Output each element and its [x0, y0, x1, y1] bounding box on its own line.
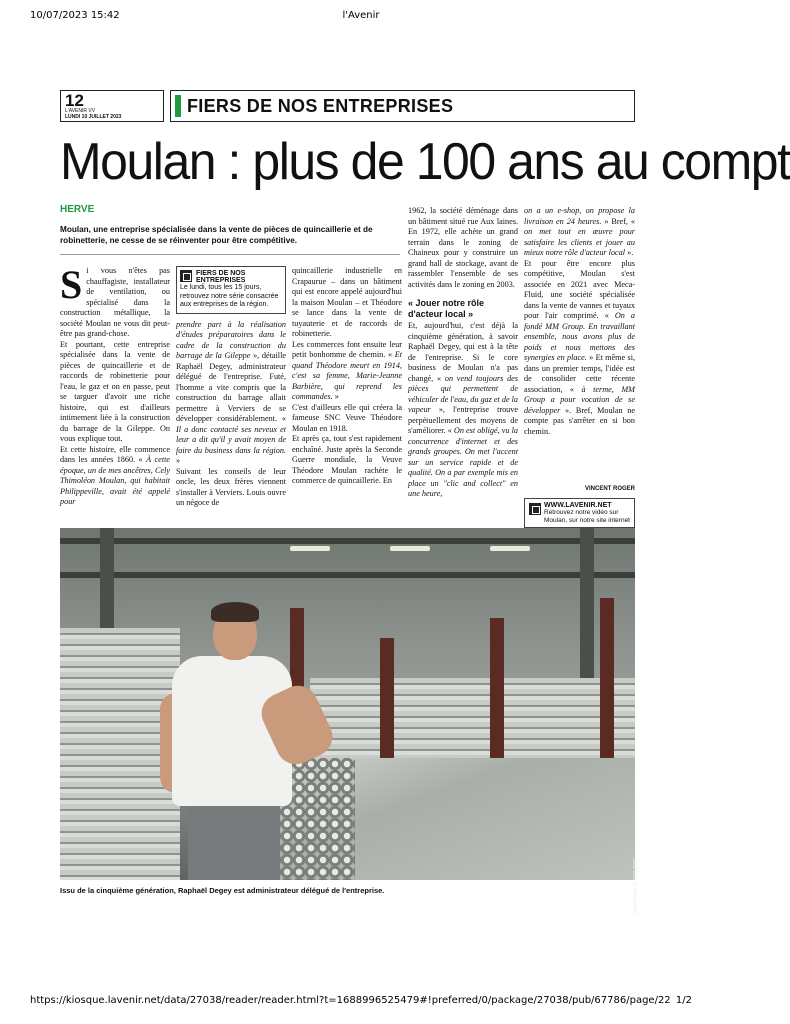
article-column-4: [408, 206, 518, 526]
inset-text: Le lundi, tous les 15 jours, retrouvez notre série consacrée aux entreprises de la région.: [180, 284, 279, 308]
col4-quote-1: on vend toujours des pièces qui permettent de véhiculer de l'eau, du gaz et de la vapeur: [408, 373, 519, 414]
series-icon: [180, 270, 192, 282]
article-column-3: [292, 266, 402, 526]
col5-quote-3: On a fondé MM Group. En travaillant ensemble, nous avons plus de poids et nous mettons des synergies en place.: [524, 311, 635, 362]
photo-ceiling-lamp: [390, 546, 430, 551]
video-icon: [529, 503, 541, 515]
print-datetime: 10/07/2023 15:42: [30, 10, 120, 21]
article-column-1: [60, 262, 171, 526]
page-brand: L'AVENIR VV: [65, 108, 96, 114]
photo-roof-beam: [60, 572, 635, 578]
col5-paragraph-1c: ».: [627, 248, 634, 257]
photo-person-pants: [188, 798, 280, 880]
col5-paragraph-1: » Bref, «: [604, 216, 635, 226]
photo-pipe-rack: [310, 678, 635, 768]
print-url: https://kiosque.lavenir.net/data/27038/reader/reader.html?t=1688996525479#!preferred/0/package/27038/pub/67786/page/22: [30, 995, 671, 1006]
col4-paragraph-2: Et, aujourd'hui, c'est déjà la cinquième génération, à savoir Raphaël Degey, qui est à la tête de l'entreprise. Si le core business de Moulan n'a pas changé, «: [408, 321, 518, 383]
photo-credit: EDA SABETE PHILIPPE: [633, 858, 639, 914]
photo-roof-beam: [60, 538, 635, 544]
print-title: l'Avenir: [342, 10, 380, 21]
page-number: 12: [65, 91, 84, 110]
col3-paragraph-2: Les commerces font ensuite leur petit bonhomme de chemin. «: [292, 339, 402, 359]
lead-divider: [60, 254, 400, 255]
col1-paragraph-2: Et pourtant, cette entreprise spécialisée dans la vente de pièces de quincaillerie et de raccords de robinetterie pour l'eau, le gaz et on en passe, peut se targuer d'avoir une riche histoire, qui est d'ailleurs intimement liée à la construction du barrage de la Gileppe. On vous explique tout.: [60, 339, 170, 443]
col5-paragraph-2d: ». Bref, Moulan ne compte pas s'arrêter en si bon chemin.: [524, 405, 635, 436]
photo-caption: Issu de la cinquième génération, Raphaël Degey est administrateur délégué de l'entreprise.: [60, 886, 385, 895]
page-date: LUNDI 10 JUILLET 2023: [65, 114, 122, 120]
col1-paragraph-3: Et cette histoire, elle commence dans les années 1860. «: [60, 444, 170, 464]
col3-paragraph-4: Et après ça, tout s'est rapidement enchaîné. Juste après la Seconde Guerre mondiale, la Veuve Théodore Moulan rachète le commerce de quincaillerie. En: [292, 434, 402, 485]
website-promo-box: [524, 498, 635, 528]
col2-quote-1: prendre part à la réalisation d'études préparatoires dans le cadre de la construction du barrage de la Gileppe: [176, 319, 286, 360]
col2-paragraph-1: », détaille Raphaël Degey, administrateur délégué de l'entreprise. Futé, l'homme a vite compris que la construction du barrage allait permettre à Verviers de se développer considérablement. «: [176, 351, 286, 423]
col1-quote: À cette époque, un de mes ancêtres, Cely Thimoléon Moulan, qui habitait Philippeville, avait été appelé pour: [60, 455, 171, 506]
series-inset-box: [176, 266, 286, 314]
col5-quote-4: à terme, MM Group a pour vocation de se développer: [524, 384, 635, 415]
col2-quote-close: »: [176, 456, 181, 465]
col4-paragraph-1: 1962, la société déménage dans un bâtiment situé rue Aux laines. En 1972, elle achète un grand terrain dans le zoning de Chaineux pour y construire un grand hall de stockage, avant de rassembler l'ensemble de ses activités dans le zoning en 2003.: [408, 206, 518, 289]
col4-paragraph-2b: », l'entreprise trouve perpétuellement des moyens de s'améliorer. «: [408, 405, 519, 435]
col1-paragraph-1: i vous n'êtes pas chauffagiste, installateur de ventilation, ou spécialisé dans la construction métallique, la société Moulan ne vous dit peut-être pas grand-chose.: [60, 266, 170, 338]
website-promo-text: Retrouvez notre vidéo sur Moulan, sur notre site internet: [544, 509, 630, 524]
col3-quote: Et quand Théodore meurt en 1914, c'est sa femme, Marie-Jeanne Barbière, qui reprend les commandes.: [292, 350, 402, 401]
col5-paragraph-2: Et pour être encore plus compétitive, Moulan s'est associée en 2021 avec Meca-Fluid, une société spécialisée dans la vente de vannes et tuyaux pour l'air comprimé. «: [524, 258, 635, 320]
col4-quote-2: On est obligé, vu la concurrence d'internet et des grands groupes. On met l'accent sur un service rapide et de qualité. On a par exemple mis en place un "clic and collect" en une heure,: [408, 426, 518, 498]
col2-paragraph-2: Suivant les conseils de leur oncle, les deux frères viennent s'installer à Verviers. Louis ouvre un négoce de: [176, 466, 286, 507]
print-page-count: 1/2: [675, 995, 692, 1006]
section-accent-bar: [175, 95, 181, 117]
col5-paragraph-2b: » Et même si, dans un premier temps, l'idée est de consolider cette récente association, «: [524, 353, 636, 394]
website-url: WWW.LAVENIR.NET: [544, 502, 612, 509]
article-headline: Moulan : plus de 100 ans au compt: [60, 133, 790, 191]
browser-print-header: [30, 10, 692, 22]
drop-cap: S: [60, 262, 83, 307]
photo-ceiling-lamp: [290, 546, 330, 551]
newspaper-page: [60, 88, 790, 914]
article-byline: VINCENT ROGER: [584, 486, 635, 492]
page-number-box: [60, 90, 164, 122]
col3-paragraph-3: C'est d'ailleurs elle qui créera la fameuse SNC Veuve Théodore Moulan en 1918.: [292, 402, 402, 433]
photo-ceiling-lamp: [490, 546, 530, 551]
section-title: FIERS DE NOS ENTREPRISES: [187, 96, 454, 116]
section-banner: [170, 90, 635, 122]
col5-quote-2: on met tout en œuvre pour satisfaire les clients et jouer au mieux notre rôle d'acteur local: [524, 227, 635, 257]
article-lead: Moulan, une entreprise spécialisée dans la vente de pièces de quincaillerie et de robinetterie, ne cesse de se réinventer pour être compétitive.: [60, 225, 373, 245]
col3-quote-close: »: [334, 392, 339, 401]
col3-paragraph-1: quincaillerie industrielle en Crapaurue – dans un bâtiment qui est encore appelé aujourd'hui la maison Moulan – et Théodore se lance dans la vente de tuyauterie et de raccords de robinetterie.: [292, 266, 402, 338]
inset-title: FIERS DE NOS ENTREPRISES: [196, 270, 246, 284]
col2-quote-2: Il a donc contacté ses neveux et leur a dit qu'il y avait moyen de faire du business dans la région.: [176, 424, 286, 455]
photo-person-hair: [211, 602, 259, 622]
article-column-5: [524, 206, 635, 486]
col5-quote-1: on a un e-shop, on propose la livraison en 24 heures.: [524, 206, 635, 226]
article-column-2: [176, 266, 286, 526]
article-subhead: « Jouer notre rôle d'acteur local »: [408, 298, 485, 319]
article-location: HERVE: [60, 204, 95, 215]
